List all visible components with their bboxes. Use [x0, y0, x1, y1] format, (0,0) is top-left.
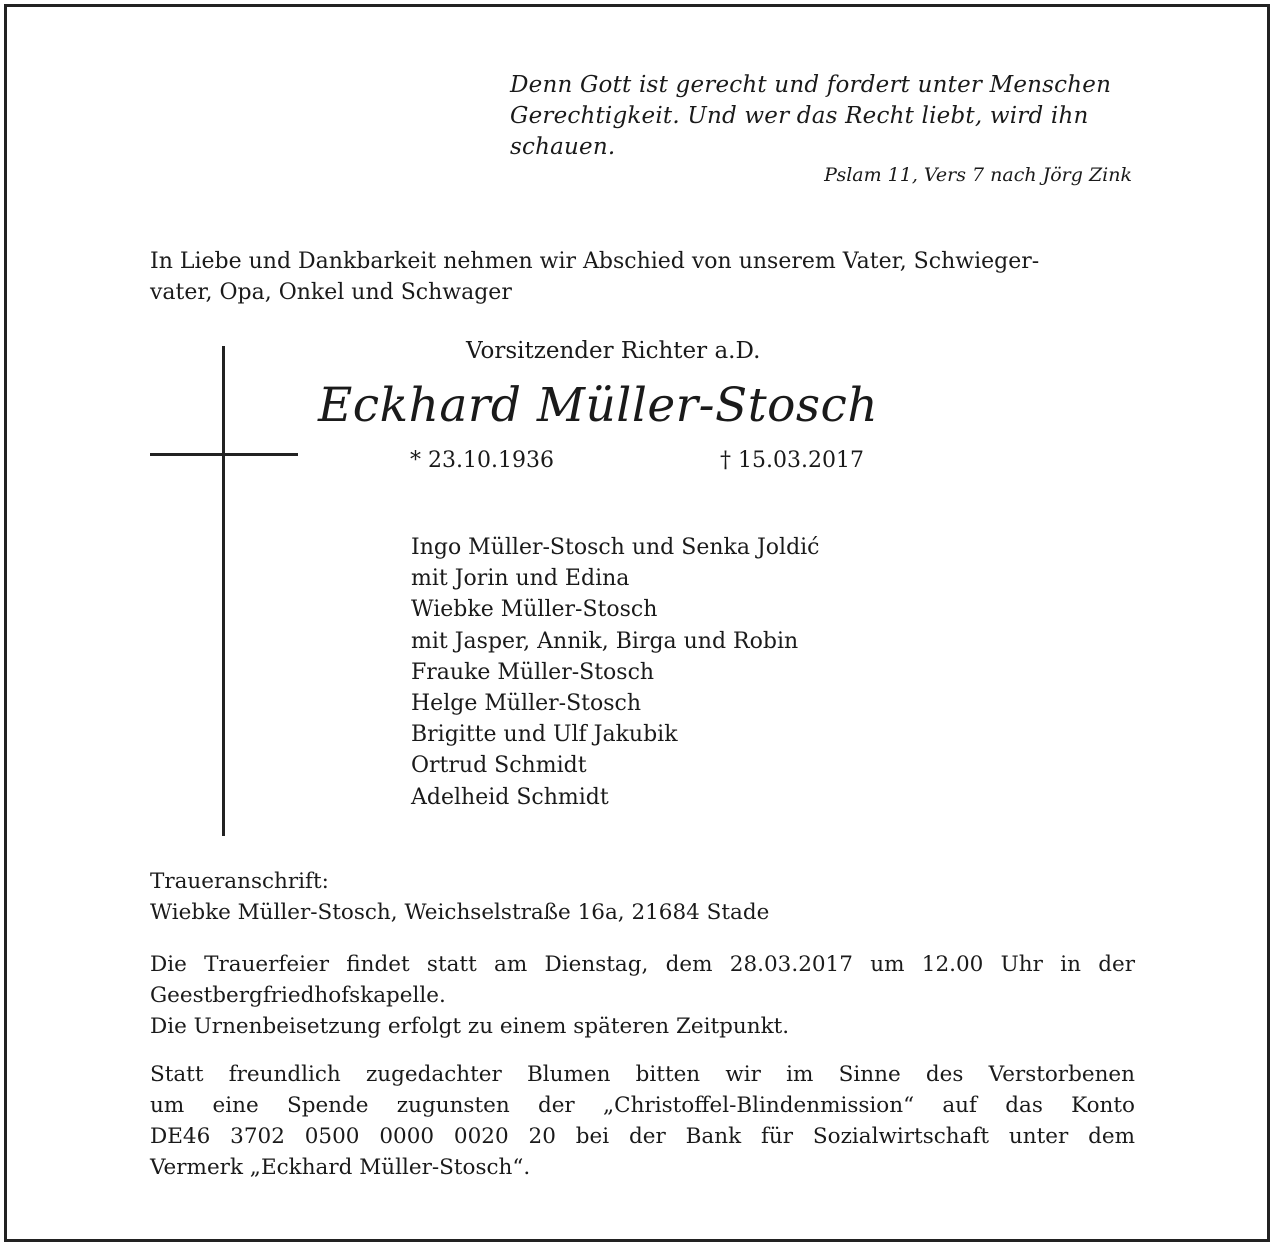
mourner-line: Helge Müller-Stosch: [411, 691, 642, 717]
mourner-line: Wiebke Müller-Stosch: [411, 597, 658, 623]
mourner-line: Ingo Müller-Stosch und Senka Joldić: [411, 535, 820, 560]
mourner-line: mit Jasper, Annik, Birga und Robin: [411, 628, 799, 654]
intro-text: [150, 246, 1135, 308]
donation-request: [150, 1059, 1135, 1183]
cross-vertical-bar: [222, 346, 225, 836]
deceased-name: Eckhard Müller-Stosch: [318, 378, 879, 433]
intro-line: vater, Opa, Onkel und Schwager: [150, 280, 512, 305]
cross-horizontal-bar: [150, 453, 298, 456]
mourning-address: [150, 866, 1135, 928]
motto-quote: [510, 70, 1135, 163]
ceremony-line: Die Urnenbeisetzung erfolgt zu einem späteren Zeitpunkt.: [150, 1014, 790, 1039]
address-label: Traueranschrift:: [150, 869, 329, 894]
mourner-line: mit Jorin und Edina: [411, 566, 630, 592]
address-value: Wiebke Müller-Stosch, Weichselstraße 16a, 21684 Stade: [150, 900, 770, 925]
death-date: † 15.03.2017: [720, 448, 864, 473]
mourner-line: Frauke Müller-Stosch: [411, 659, 655, 685]
deceased-title: Vorsitzender Richter a.D.: [466, 338, 761, 364]
donation-line: um eine Spende zugunsten der „Christoffel-Blindenmission“ auf das Konto: [150, 1093, 1135, 1118]
donation-line: Vermerk „Eckhard Müller-Stosch“.: [150, 1155, 531, 1180]
birth-date: * 23.10.1936: [410, 448, 554, 473]
mourner-line: Adelheid Schmidt: [411, 784, 609, 810]
ceremony-line: Die Trauerfeier findet statt am Dienstag, dem 28.03.2017 um 12.00 Uhr in der: [150, 952, 1135, 977]
motto-line: Denn Gott ist gerecht und fordert unter Menschen: [510, 72, 1112, 98]
donation-line: Statt freundlich zugedachter Blumen bitten wir im Sinne des Verstorbenen: [150, 1062, 1135, 1087]
mourner-line: Brigitte und Ulf Jakubik: [411, 722, 678, 748]
motto-line: Gerechtigkeit. Und wer das Recht liebt, wird ihn: [510, 103, 1089, 129]
ceremony-info: [150, 949, 1135, 1042]
mourners-list: [411, 532, 820, 813]
intro-line: In Liebe und Dankbarkeit nehmen wir Abschied von unserem Vater, Schwieger-: [150, 249, 1040, 274]
mourner-line: Ortrud Schmidt: [411, 753, 587, 779]
motto-line: schauen.: [510, 134, 616, 160]
ceremony-line: Geestbergfriedhofskapelle.: [150, 983, 446, 1008]
donation-line: DE46 3702 0500 0000 0020 20 bei der Bank für Sozialwirtschaft unter dem: [150, 1124, 1135, 1149]
motto-source: Pslam 11, Vers 7 nach Jörg Zink: [824, 164, 1132, 186]
